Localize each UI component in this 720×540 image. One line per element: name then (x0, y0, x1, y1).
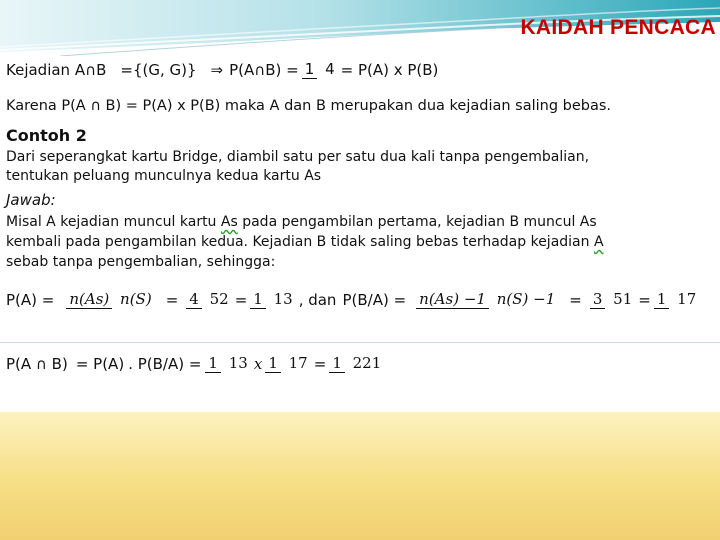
numerator: 3 (590, 290, 606, 309)
denominator: 4 (325, 60, 335, 78)
answer-label: Jawab: (6, 191, 56, 209)
numerator: 1 (329, 354, 345, 373)
line-intersection (6, 60, 438, 79)
text: = P(A) (75, 354, 125, 373)
independence-statement: Karena P(A ∩ B) = P(A) x P(B) maka A dan B merupakan dua kejadian saling bebas. (6, 98, 612, 114)
text: kembali pada pengambilan kedua. Kejadian B tidak saling bebas terhadap kejadian (6, 234, 594, 250)
denominator: 52 (209, 290, 229, 308)
denominator: 17 (677, 290, 697, 308)
denominator: 13 (228, 354, 248, 372)
denominator: n(S) (120, 290, 152, 308)
equals: = (569, 290, 582, 309)
fraction (265, 354, 310, 373)
example-line-2: tentukan peluang munculnya kedua kartu As (6, 168, 322, 184)
slide-content (0, 56, 720, 412)
text: ={(G, G)} (120, 60, 197, 79)
text: As (220, 214, 238, 230)
fraction (590, 290, 635, 309)
answer-line-1 (6, 214, 597, 231)
numerator: n(As) (66, 290, 112, 309)
denominator: n(S) −1 (496, 290, 556, 308)
text: P(A ∩ B) (6, 354, 68, 373)
text: P(B/A) = (342, 290, 407, 309)
fraction (416, 290, 558, 309)
equals: = (313, 354, 327, 373)
fraction (186, 290, 231, 309)
implies-symbol: ⇒ (210, 60, 224, 79)
text: Misal A kejadian muncul kartu (6, 214, 221, 230)
probability-formula-2 (6, 354, 387, 373)
numerator: 1 (654, 290, 670, 309)
answer-line-3: sebab tanpa pengembalian, sehingga: (6, 254, 276, 270)
fraction (302, 60, 338, 79)
example-heading: Contoh 2 (6, 126, 87, 145)
denominator: 17 (288, 354, 308, 372)
fraction (66, 290, 154, 309)
denominator: 51 (613, 290, 633, 308)
text: P(A) = (6, 290, 55, 309)
numerator: 1 (302, 60, 318, 79)
text: P(A∩B) = (229, 60, 299, 79)
text: . P(B/A) = (128, 354, 202, 373)
text: A (593, 234, 604, 250)
equals: = (234, 290, 248, 309)
numerator: n(As) −1 (416, 290, 489, 309)
numerator: 1 (265, 354, 281, 373)
denominator: 221 (352, 354, 382, 372)
text: , dan (298, 290, 337, 309)
fraction (329, 354, 384, 373)
probability-formula-1 (6, 290, 702, 309)
text: pada pengambilan pertama, kejadian B muncul As (237, 214, 597, 230)
fraction (250, 290, 295, 309)
fraction (654, 290, 699, 309)
numerator: 4 (186, 290, 202, 309)
times-symbol: x (253, 354, 263, 373)
denominator: 13 (273, 290, 293, 308)
equals: = (165, 290, 179, 309)
text: = P(A) x P(B) (340, 60, 439, 79)
example-line-1: Dari seperangkat kartu Bridge, diambil satu per satu dua kali tanpa pengembalian, (6, 149, 590, 165)
numerator: 1 (205, 354, 221, 373)
answer-line-2 (6, 234, 604, 251)
header-banner (0, 0, 720, 56)
text: Kejadian A∩B (6, 60, 107, 79)
fraction (205, 354, 250, 373)
slide-title: KAIDAH PENCACA (520, 16, 716, 39)
divider (0, 342, 720, 343)
numerator: 1 (250, 290, 266, 309)
equals: = (638, 290, 651, 309)
